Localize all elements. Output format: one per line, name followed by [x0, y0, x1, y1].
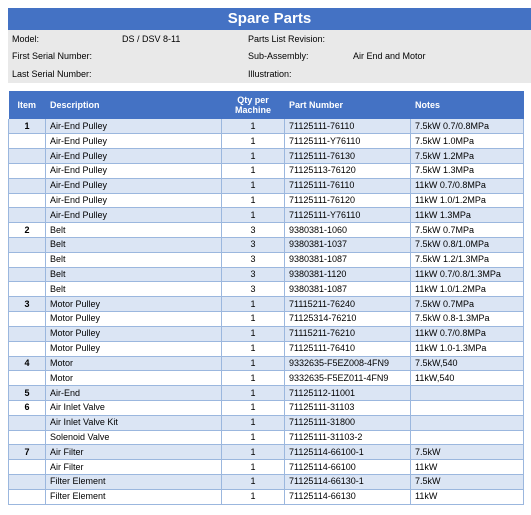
- cell-part-number[interactable]: 71115211-76240: [285, 297, 411, 312]
- cell-qty[interactable]: 1: [222, 163, 285, 178]
- cell-item[interactable]: [9, 312, 46, 327]
- cell-qty[interactable]: 3: [222, 252, 285, 267]
- cell-part-number[interactable]: 9332635-F5EZ011-4FN9: [285, 371, 411, 386]
- illustration-label: Illustration:: [248, 69, 292, 79]
- cell-part-number[interactable]: 71125111-76410: [285, 341, 411, 356]
- cell-description[interactable]: Air-End Pulley: [46, 119, 222, 134]
- cell-notes[interactable]: 7.5kW 1.3MPa: [411, 163, 524, 178]
- cell-part-number[interactable]: 71125111-76110: [285, 178, 411, 193]
- cell-item[interactable]: [9, 238, 46, 253]
- table-row[interactable]: [9, 267, 524, 282]
- sheet-title: Spare Parts: [8, 8, 531, 30]
- table-row[interactable]: [9, 282, 524, 297]
- cell-notes[interactable]: 7.5kW 0.7/0.8MPa: [411, 119, 524, 134]
- parts-table: [8, 91, 524, 505]
- cell-qty[interactable]: 1: [222, 445, 285, 460]
- cell-notes[interactable]: 7.5kW 0.7MPa: [411, 223, 524, 238]
- cell-notes[interactable]: 11kW 0.7/0.8MPa: [411, 178, 524, 193]
- cell-part-number[interactable]: 71125114-66130-1: [285, 475, 411, 490]
- cell-qty[interactable]: 1: [222, 134, 285, 149]
- cell-description[interactable]: Motor Pulley: [46, 341, 222, 356]
- cell-description[interactable]: Motor: [46, 356, 222, 371]
- cell-item[interactable]: [9, 430, 46, 445]
- table-row[interactable]: [9, 223, 524, 238]
- cell-description[interactable]: Motor Pulley: [46, 312, 222, 327]
- cell-description[interactable]: Air Filter: [46, 445, 222, 460]
- cell-notes[interactable]: 11kW 0.7/0.8MPa: [411, 326, 524, 341]
- cell-part-number[interactable]: 71125111-31800: [285, 415, 411, 430]
- cell-item[interactable]: [9, 415, 46, 430]
- cell-part-number[interactable]: 71125111-31103: [285, 400, 411, 415]
- cell-part-number[interactable]: 71115211-76210: [285, 326, 411, 341]
- model-value[interactable]: DS / DSV 8-11: [122, 34, 181, 44]
- cell-item[interactable]: [9, 371, 46, 386]
- cell-qty[interactable]: 1: [222, 208, 285, 223]
- cell-part-number[interactable]: 9380381-1060: [285, 223, 411, 238]
- table-row[interactable]: [9, 489, 524, 504]
- table-row[interactable]: [9, 193, 524, 208]
- cell-qty[interactable]: 1: [222, 489, 285, 504]
- cell-part-number[interactable]: 71125111-76120: [285, 193, 411, 208]
- table-row[interactable]: [9, 178, 524, 193]
- cell-description[interactable]: Air-End: [46, 386, 222, 401]
- cell-description[interactable]: Belt: [46, 223, 222, 238]
- cell-description[interactable]: Belt: [46, 282, 222, 297]
- cell-part-number[interactable]: 71125111-76110: [285, 119, 411, 134]
- cell-notes[interactable]: 7.5kW,540: [411, 356, 524, 371]
- cell-notes[interactable]: 11kW,540: [411, 371, 524, 386]
- cell-notes[interactable]: [411, 415, 524, 430]
- cell-qty[interactable]: 1: [222, 193, 285, 208]
- table-row[interactable]: [9, 430, 524, 445]
- cell-part-number[interactable]: 71125112-11001: [285, 386, 411, 401]
- cell-qty[interactable]: 1: [222, 400, 285, 415]
- cell-part-number[interactable]: 9380381-1037: [285, 238, 411, 253]
- cell-notes[interactable]: 7.5kW: [411, 475, 524, 490]
- cell-notes[interactable]: 11kW 0.7/0.8/1.3MPa: [411, 267, 524, 282]
- table-row[interactable]: [9, 445, 524, 460]
- cell-description[interactable]: Air-End Pulley: [46, 134, 222, 149]
- cell-description[interactable]: Air-End Pulley: [46, 178, 222, 193]
- cell-notes[interactable]: 7.5kW 0.8-1.3MPa: [411, 312, 524, 327]
- cell-notes[interactable]: 11kW: [411, 460, 524, 475]
- table-row[interactable]: [9, 460, 524, 475]
- cell-item[interactable]: [9, 475, 46, 490]
- info-panel: [8, 30, 531, 83]
- cell-notes[interactable]: 11kW 1.3MPa: [411, 208, 524, 223]
- cell-description[interactable]: Filter Element: [46, 475, 222, 490]
- cell-part-number[interactable]: 9332635-F5EZ008-4FN9: [285, 356, 411, 371]
- cell-part-number[interactable]: 9380381-1087: [285, 252, 411, 267]
- cell-item[interactable]: [9, 267, 46, 282]
- table-row[interactable]: [9, 163, 524, 178]
- header-notes[interactable]: Notes: [411, 91, 524, 119]
- cell-qty[interactable]: 1: [222, 415, 285, 430]
- header-qty[interactable]: Qty per Machine: [222, 91, 285, 119]
- subassembly-label: Sub-Assembly:: [248, 51, 309, 61]
- cell-notes[interactable]: 7.5kW: [411, 445, 524, 460]
- cell-description[interactable]: Motor: [46, 371, 222, 386]
- cell-qty[interactable]: 1: [222, 312, 285, 327]
- cell-description[interactable]: Belt: [46, 238, 222, 253]
- cell-qty[interactable]: 1: [222, 356, 285, 371]
- cell-description[interactable]: Air-End Pulley: [46, 149, 222, 164]
- cell-part-number[interactable]: 71125111-Y76110: [285, 134, 411, 149]
- cell-item[interactable]: 2: [9, 223, 46, 238]
- cell-notes[interactable]: 11kW 1.0/1.2MPa: [411, 282, 524, 297]
- cell-description[interactable]: Air-End Pulley: [46, 163, 222, 178]
- cell-item[interactable]: [9, 460, 46, 475]
- model-label: Model:: [12, 34, 40, 44]
- table-row[interactable]: [9, 475, 524, 490]
- cell-item[interactable]: 7: [9, 445, 46, 460]
- cell-item[interactable]: 3: [9, 297, 46, 312]
- table-row[interactable]: [9, 238, 524, 253]
- cell-qty[interactable]: 3: [222, 238, 285, 253]
- cell-description[interactable]: Air-End Pulley: [46, 208, 222, 223]
- cell-part-number[interactable]: 71125111-76130: [285, 149, 411, 164]
- cell-qty[interactable]: 1: [222, 119, 285, 134]
- cell-notes[interactable]: 7.5kW 1.2/1.3MPa: [411, 252, 524, 267]
- cell-description[interactable]: Air Inlet Valve: [46, 400, 222, 415]
- cell-description[interactable]: Air Inlet Valve Kit: [46, 415, 222, 430]
- cell-item[interactable]: 1: [9, 119, 46, 134]
- cell-item[interactable]: [9, 489, 46, 504]
- cell-item[interactable]: [9, 341, 46, 356]
- table-row[interactable]: [9, 326, 524, 341]
- cell-qty[interactable]: 1: [222, 475, 285, 490]
- cell-part-number[interactable]: 9380381-1087: [285, 282, 411, 297]
- header-description[interactable]: Description: [46, 91, 222, 119]
- cell-item[interactable]: [9, 252, 46, 267]
- cell-qty[interactable]: 1: [222, 149, 285, 164]
- cell-item[interactable]: [9, 134, 46, 149]
- table-row[interactable]: [9, 208, 524, 223]
- cell-part-number[interactable]: 71125314-76210: [285, 312, 411, 327]
- cell-qty[interactable]: 1: [222, 297, 285, 312]
- table-header-row: [9, 91, 524, 119]
- table-body: [9, 119, 524, 504]
- cell-part-number[interactable]: 71125114-66100: [285, 460, 411, 475]
- cell-notes[interactable]: [411, 430, 524, 445]
- cell-item[interactable]: 4: [9, 356, 46, 371]
- cell-notes[interactable]: [411, 386, 524, 401]
- cell-notes[interactable]: 11kW: [411, 489, 524, 504]
- table-row[interactable]: [9, 386, 524, 401]
- cell-item[interactable]: [9, 178, 46, 193]
- table-row[interactable]: [9, 119, 524, 134]
- cell-item[interactable]: [9, 149, 46, 164]
- cell-item[interactable]: 6: [9, 400, 46, 415]
- cell-qty[interactable]: 1: [222, 341, 285, 356]
- table-row[interactable]: [9, 149, 524, 164]
- cell-notes[interactable]: 7.5kW 1.0MPa: [411, 134, 524, 149]
- cell-qty[interactable]: 1: [222, 386, 285, 401]
- cell-item[interactable]: [9, 193, 46, 208]
- cell-description[interactable]: Belt: [46, 252, 222, 267]
- cell-notes[interactable]: 11kW 1.0/1.2MPa: [411, 193, 524, 208]
- cell-notes[interactable]: 11kW 1.0-1.3MPa: [411, 341, 524, 356]
- last-serial-label: Last Serial Number:: [12, 69, 92, 79]
- cell-qty[interactable]: 1: [222, 178, 285, 193]
- subassembly-value[interactable]: Air End and Motor: [353, 51, 426, 61]
- cell-description[interactable]: Solenoid Valve: [46, 430, 222, 445]
- cell-description[interactable]: Air Filter: [46, 460, 222, 475]
- table-row[interactable]: [9, 297, 524, 312]
- table-row[interactable]: [9, 134, 524, 149]
- cell-qty[interactable]: 1: [222, 460, 285, 475]
- cell-description[interactable]: Filter Element: [46, 489, 222, 504]
- table-row[interactable]: [9, 252, 524, 267]
- cell-description[interactable]: Motor Pulley: [46, 297, 222, 312]
- cell-part-number[interactable]: 71125111-Y76110: [285, 208, 411, 223]
- cell-notes[interactable]: [411, 400, 524, 415]
- table-row[interactable]: [9, 312, 524, 327]
- cell-part-number[interactable]: 71125111-31103-2: [285, 430, 411, 445]
- cell-qty[interactable]: 3: [222, 223, 285, 238]
- cell-qty[interactable]: 3: [222, 267, 285, 282]
- cell-part-number[interactable]: 71125114-66100-1: [285, 445, 411, 460]
- table-row[interactable]: [9, 371, 524, 386]
- table-row[interactable]: [9, 415, 524, 430]
- cell-notes[interactable]: 7.5kW 1.2MPa: [411, 149, 524, 164]
- cell-item[interactable]: [9, 282, 46, 297]
- cell-qty[interactable]: 3: [222, 282, 285, 297]
- cell-part-number[interactable]: 71125113-76120: [285, 163, 411, 178]
- cell-part-number[interactable]: 9380381-1120: [285, 267, 411, 282]
- first-serial-label: First Serial Number:: [12, 51, 93, 61]
- cell-description[interactable]: Air-End Pulley: [46, 193, 222, 208]
- cell-item[interactable]: 5: [9, 386, 46, 401]
- table-row[interactable]: [9, 400, 524, 415]
- table-row[interactable]: [9, 341, 524, 356]
- cell-part-number[interactable]: 71125114-66130: [285, 489, 411, 504]
- cell-description[interactable]: Belt: [46, 267, 222, 282]
- cell-notes[interactable]: 7.5kW 0.8/1.0MPa: [411, 238, 524, 253]
- cell-qty[interactable]: 1: [222, 326, 285, 341]
- cell-qty[interactable]: 1: [222, 371, 285, 386]
- cell-item[interactable]: [9, 208, 46, 223]
- header-item[interactable]: Item: [9, 91, 46, 119]
- table-row[interactable]: [9, 356, 524, 371]
- cell-item[interactable]: [9, 326, 46, 341]
- cell-item[interactable]: [9, 163, 46, 178]
- header-part-number[interactable]: Part Number: [285, 91, 411, 119]
- cell-qty[interactable]: 1: [222, 430, 285, 445]
- cell-description[interactable]: Motor Pulley: [46, 326, 222, 341]
- revision-label: Parts List Revision:: [248, 34, 326, 44]
- cell-notes[interactable]: 7.5kW 0.7MPa: [411, 297, 524, 312]
